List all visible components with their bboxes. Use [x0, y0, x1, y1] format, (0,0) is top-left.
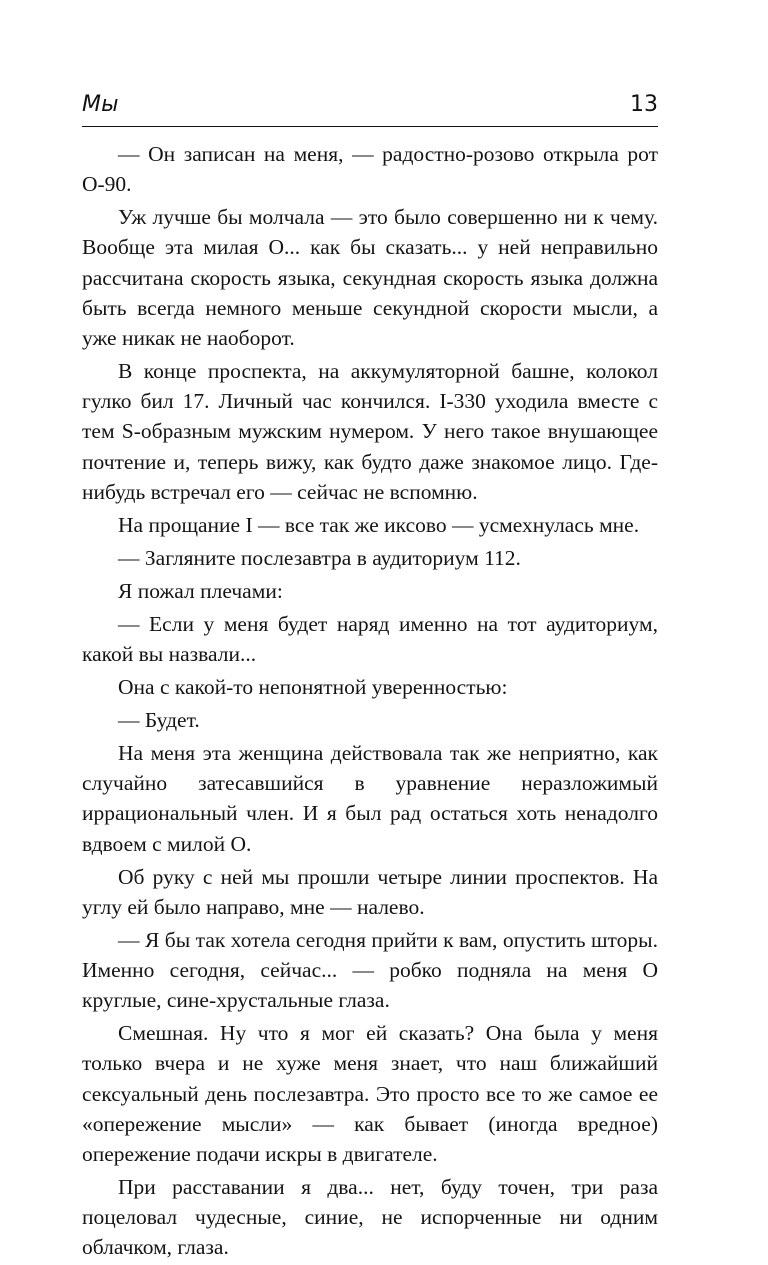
paragraph: При расставании я два... нет, буду точен, три раза поцеловал чудесные, синие, не испорченные ни одним облачком, глаза.: [82, 1175, 658, 1260]
paragraph: — Загляните послезавтра в аудиториум 112.: [118, 545, 521, 570]
page-number: 13: [630, 92, 658, 117]
paragraph: Я пожал плечами:: [118, 578, 283, 603]
paragraph: Она с какой-то непонятной уверенностью:: [118, 675, 508, 700]
paragraph: На прощание I — все так же иксово — усмехнулась мне.: [118, 512, 640, 537]
paragraph: — Будет.: [118, 708, 200, 733]
paragraph: — Он записан на меня, — радостно-розово открыла рот О-90.: [82, 142, 658, 197]
paragraph: — Если у меня будет наряд именно на тот аудиториум, какой вы назвали...: [82, 611, 658, 667]
body-text: [82, 139, 658, 1265]
running-header: [82, 92, 658, 127]
paragraph: — Я бы так хотела сегодня прийти к вам, опустить шторы. Именно сегодня, сейчас... — робко подняла на меня О круглые, сине-хрустальные глаза.: [82, 927, 658, 1013]
paragraph: Об руку с ней мы прошли четыре линии проспектов. На углу ей было направо, мне — налево.: [82, 864, 658, 919]
paragraph: В конце проспекта, на аккумуляторной башне, колокол гулко бил 17. Личный час кончился. I-330 уходила вместе с тем S-образным мужским нумером. У него такое внушающее почтение и, теперь вижу, как будто даже знакомое лицо. Где-нибудь встречал его — сейчас не вспомню.: [82, 359, 658, 504]
paragraph: На меня эта женщина действовала так же неприятно, как случайно затесавшийся в уравнение неразложимый иррациональный член. И я был рад остаться хоть ненадолго вдвоем с милой О.: [82, 741, 658, 856]
paragraph: Уж лучше бы молчала — это было совершенно ни к чему. Вообще эта милая О... как бы сказать... у ней неправильно рассчитана скорость языка, секундная скорость языка должна быть всегда немного меньше секундной скорости мысли, а уже никак не наоборот.: [82, 205, 658, 351]
paragraph: Смешная. Ну что я мог ей сказать? Она была у меня только вчера и не хуже меня знает, что наш ближайший сексуальный день послезавтра. Это просто все то же самое ее «опережение мысли» — как бывает (иногда вредное) опережение подачи искры в двигателе.: [82, 1021, 658, 1167]
book-title: Мы: [82, 92, 119, 117]
